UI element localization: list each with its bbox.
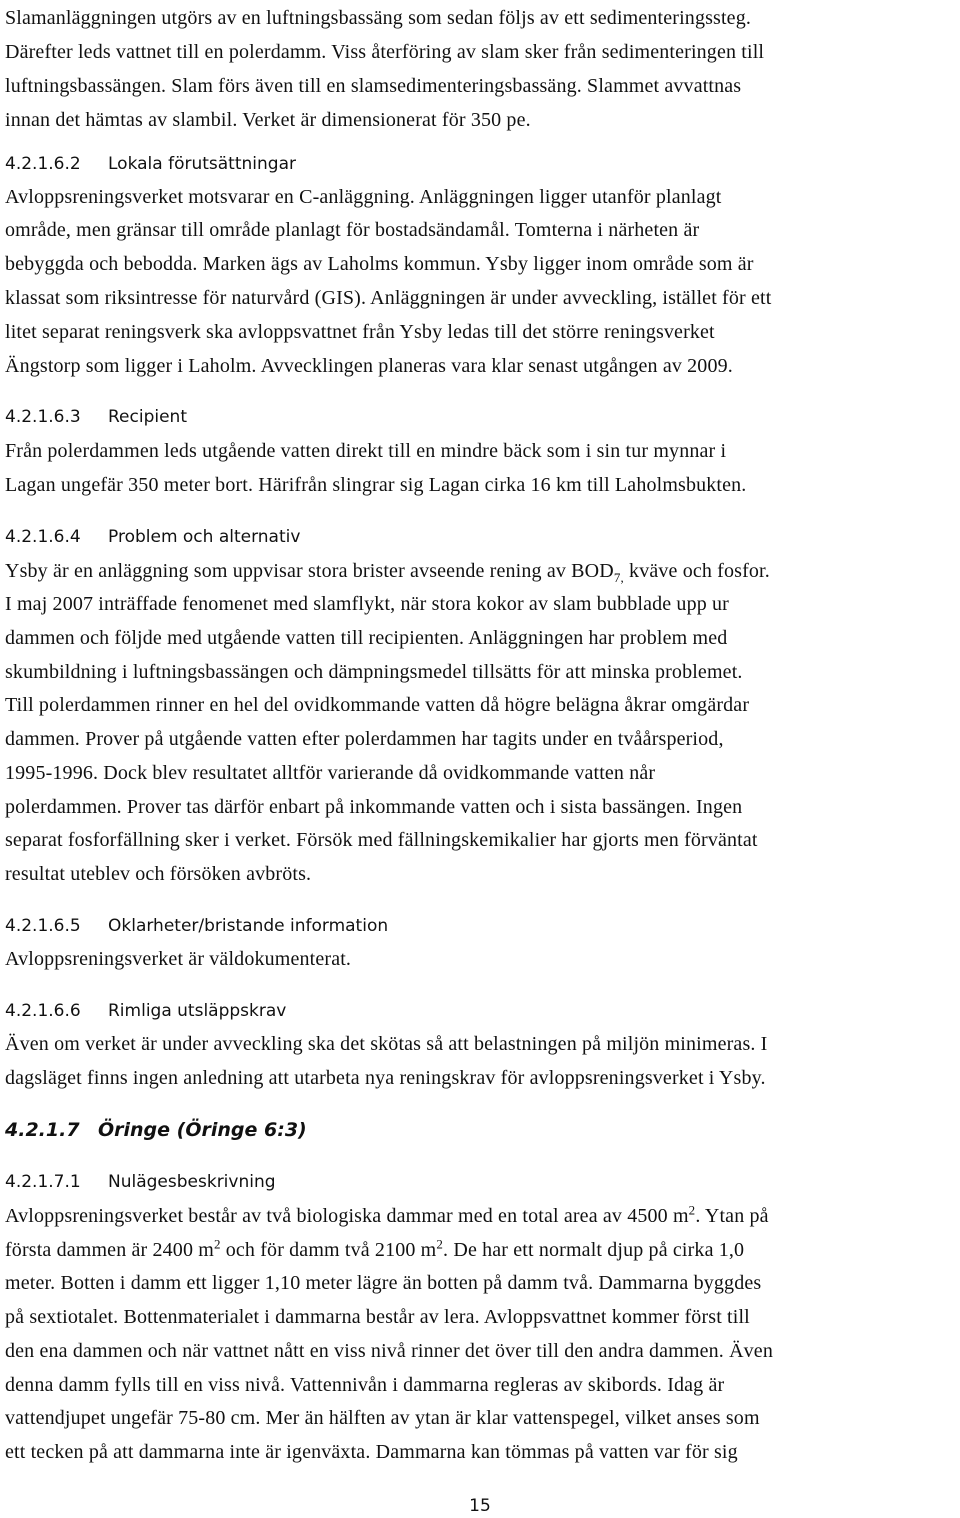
paragraph-line: meter. Botten i damm ett ligger 1,10 meter lägre än botten på damm två. Dammarna byggdes xyxy=(5,1272,762,1294)
paragraph-line: resultat uteblev och försöken avbröts. xyxy=(5,863,312,885)
paragraph-line: denna damm fylls till en viss nivå. Vattennivån i dammarna regleras av skibords. Idag är xyxy=(5,1374,725,1396)
page-number: 15 xyxy=(469,1496,491,1516)
section-number: 4.2.1.7.1 xyxy=(5,1172,81,1192)
text-run: Avloppsreningsverket består av två biologiska dammar med en total area av 4500 m xyxy=(5,1205,689,1227)
paragraph-line: område, men gränsar till område planlagt för bostadsändamål. Tomterna i närheten är xyxy=(5,219,700,241)
paragraph-line: den ena dammen och när vattnet nått en viss nivå rinner det över till den andra dammen. Även xyxy=(5,1340,773,1362)
paragraph-line: vattendjupet ungefär 75-80 cm. Mer än hälften av ytan är klar vattenspegel, vilket anses som xyxy=(5,1407,760,1429)
paragraph-line: skumbildning i luftningsbassängen och dämpningsmedel tillsätts för att minska problemet. xyxy=(5,661,743,683)
paragraph-line: litet separat reningsverk ska avloppsvattnet från Ysby ledas till det större reningsverket xyxy=(5,321,715,343)
text-run: . De har ett normalt djup på cirka 1,0 xyxy=(443,1239,745,1261)
text-run: första dammen är 2400 m xyxy=(5,1239,214,1261)
intro-line: innan det hämtas av slambil. Verket är dimensionerat för 350 pe. xyxy=(5,109,531,131)
text-run: och för damm två 2100 m xyxy=(220,1239,437,1261)
section-title: Lokala förutsättningar xyxy=(108,154,296,174)
paragraph-line: 1995-1996. Dock blev resultatet alltför varierande då ovidkommande vatten når xyxy=(5,762,656,784)
subscript: 7, xyxy=(613,570,624,585)
section-number: 4.2.1.7 xyxy=(5,1119,80,1141)
paragraph-line: polerdammen. Prover tas därför enbart på inkommande vatten och i sista bassängen. Ingen xyxy=(5,796,743,818)
section-heading xyxy=(5,405,187,429)
section-heading-main xyxy=(5,1118,307,1142)
intro-line: Därefter leds vattnet till en polerdamm. Viss återföring av slam sker från sedimenteringen till xyxy=(5,41,765,63)
section-title: Oklarheter/bristande information xyxy=(108,916,389,936)
section-heading xyxy=(5,1170,276,1194)
paragraph-line: Avloppsreningsverket motsvarar en C-anläggning. Anläggningen ligger utanför planlagt xyxy=(5,186,722,208)
paragraph-line: ett tecken på att dammarna inte är igenväxta. Dammarna kan tömmas på vatten var för sig xyxy=(5,1441,738,1463)
paragraph-line: Även om verket är under avveckling ska det skötas så att belastningen på miljön minimeras. I xyxy=(5,1033,768,1055)
section-title: Nulägesbeskrivning xyxy=(108,1172,276,1192)
section-heading xyxy=(5,525,300,549)
intro-line: luftningsbassängen. Slam förs även till en slamsedimenteringsbassäng. Slammet avvattnas xyxy=(5,75,742,97)
section-title: Öringe (Öringe 6:3) xyxy=(98,1119,307,1141)
paragraph-line: dagsläget finns ingen anledning att utarbeta nya reningskrav för avloppsreningsverket i Ysby. xyxy=(5,1067,766,1089)
section-number: 4.2.1.6.5 xyxy=(5,916,81,936)
paragraph-line: Ängstorp som ligger i Laholm. Avvecklingen planeras vara klar senast utgången av 2009. xyxy=(5,355,733,377)
superscript: 2 xyxy=(688,1202,696,1218)
intro-line: Slamanläggningen utgörs av en luftningsbassäng som sedan följs av ett sedimenteringssteg. xyxy=(5,7,751,29)
section-title: Problem och alternativ xyxy=(108,527,301,547)
text-run: kväve och fosfor. xyxy=(623,560,770,582)
paragraph-line: Från polerdammen leds utgående vatten direkt till en mindre bäck som i sin tur mynnar i xyxy=(5,440,727,462)
section-number: 4.2.1.6.6 xyxy=(5,1001,81,1021)
section-title: Recipient xyxy=(108,407,187,427)
section-number: 4.2.1.6.3 xyxy=(5,407,81,427)
section-number: 4.2.1.6.2 xyxy=(5,154,81,174)
section-number: 4.2.1.6.4 xyxy=(5,527,81,547)
paragraph-line: dammen. Prover på utgående vatten efter polerdammen har tagits under en tvåårsperiod, xyxy=(5,728,724,750)
paragraph-line xyxy=(5,1238,744,1262)
paragraph-line xyxy=(5,1204,769,1228)
paragraph-line: Till polerdammen rinner en hel del ovidkommande vatten då högre belägna åkrar omgärdar xyxy=(5,694,750,716)
paragraph-line: bebyggda och bebodda. Marken ägs av Laholms kommun. Ysby ligger inom område som är xyxy=(5,253,754,275)
section-heading xyxy=(5,914,388,938)
paragraph-line: klassat som riksintresse för naturvård (GIS). Anläggningen är under avveckling, istället för ett xyxy=(5,287,772,309)
paragraph-line: Lagan ungefär 350 meter bort. Härifrån slingrar sig Lagan cirka 16 km till Laholmsbukten. xyxy=(5,474,747,496)
paragraph-line: på sextiotalet. Bottenmaterialet i dammarna består av lera. Avloppsvattnet kommer först till xyxy=(5,1306,750,1328)
section-title: Rimliga utsläppskrav xyxy=(108,1001,287,1021)
superscript: 2 xyxy=(213,1236,221,1252)
section-heading xyxy=(5,152,296,176)
text-run: Ysby är en anläggning som uppvisar stora brister avseende rening av BOD xyxy=(5,560,614,582)
paragraph-line: dammen och följde med utgående vatten till recipienten. Anläggningen har problem med xyxy=(5,627,728,649)
paragraph-line: separat fosforfällning sker i verket. Försök med fällningskemikalier har gjorts men förväntat xyxy=(5,829,758,851)
paragraph-line: I maj 2007 inträffade fenomenet med slamflykt, när stora kokor av slam bubblade upp ur xyxy=(5,593,729,615)
superscript: 2 xyxy=(436,1236,444,1252)
text-run: . Ytan på xyxy=(695,1205,769,1227)
section-heading xyxy=(5,999,286,1023)
paragraph-line: Avloppsreningsverket är väldokumenterat. xyxy=(5,948,352,970)
paragraph-line xyxy=(5,559,770,583)
